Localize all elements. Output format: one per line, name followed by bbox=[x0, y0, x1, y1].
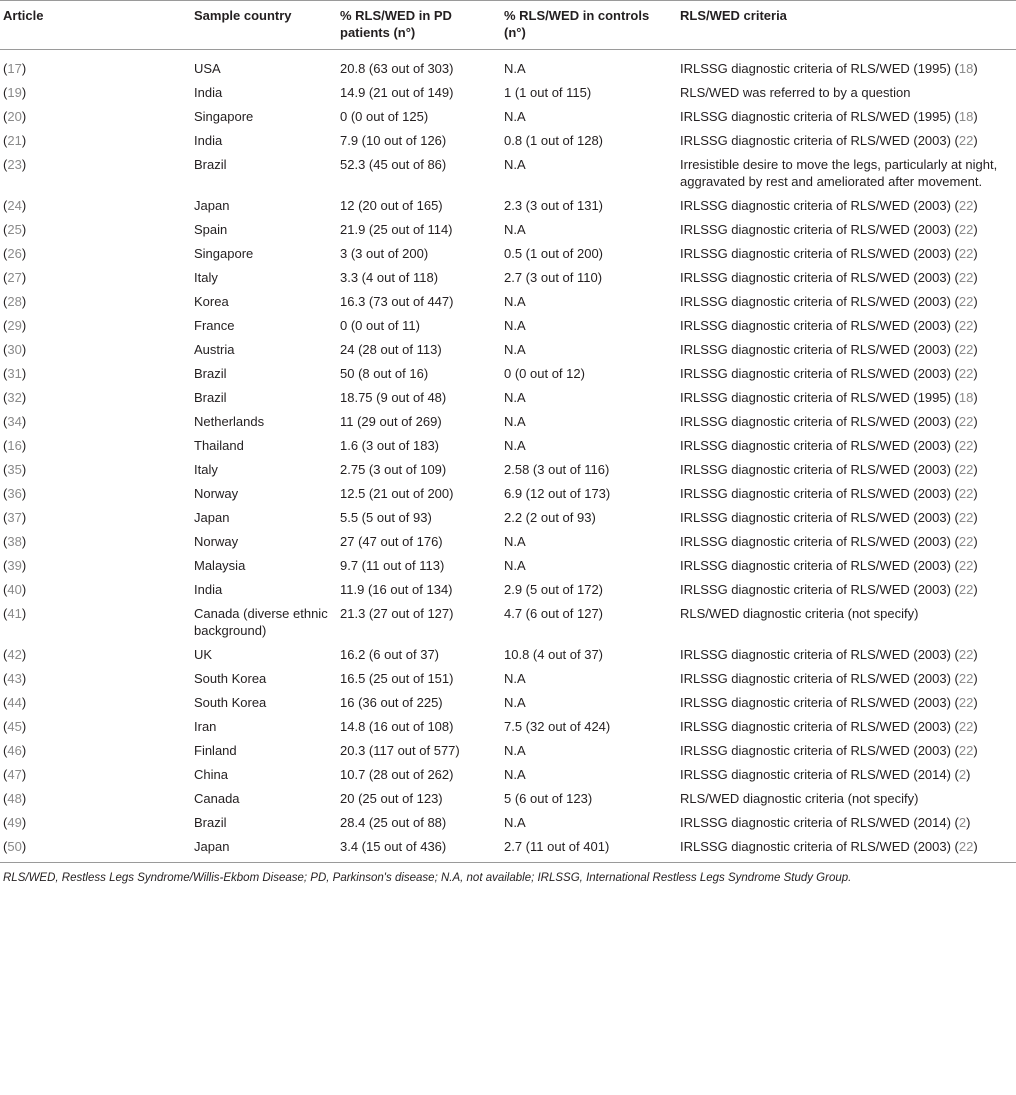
table-row bbox=[0, 602, 1016, 643]
criteria-cell: IRLSSG diagnostic criteria of RLS/WED (2003) (22) bbox=[680, 671, 978, 686]
article-reference-link[interactable]: 43 bbox=[7, 671, 22, 686]
pd-patients-cell: 11.9 (16 out of 134) bbox=[340, 582, 453, 597]
article-cell: (46) bbox=[3, 743, 27, 758]
criteria-text: IRLSSG diagnostic criteria of RLS/WED (2003) bbox=[680, 534, 951, 549]
criteria-text: IRLSSG diagnostic criteria of RLS/WED (2003) bbox=[680, 414, 951, 429]
sample-country-cell: Singapore bbox=[194, 246, 254, 261]
criteria-reference-link[interactable]: 22 bbox=[958, 671, 974, 686]
criteria-reference-link[interactable]: 22 bbox=[958, 695, 974, 710]
table-row bbox=[0, 153, 1016, 194]
criteria-text: IRLSSG diagnostic criteria of RLS/WED (1995) bbox=[680, 390, 951, 405]
sample-country-cell: UK bbox=[194, 647, 213, 662]
pd-patients-cell: 21.9 (25 out of 114) bbox=[340, 222, 453, 237]
pd-patients-cell: 0 (0 out of 11) bbox=[340, 318, 420, 333]
criteria-reference-link[interactable]: 22 bbox=[958, 438, 974, 453]
criteria-text: IRLSSG diagnostic criteria of RLS/WED (2003) bbox=[680, 839, 951, 854]
article-reference-link[interactable]: 24 bbox=[7, 198, 22, 213]
controls-cell: N.A bbox=[504, 534, 526, 549]
sample-country-cell: Brazil bbox=[194, 157, 227, 172]
table-row bbox=[0, 50, 1016, 82]
controls-cell: N.A bbox=[504, 414, 526, 429]
criteria-text: IRLSSG diagnostic criteria of RLS/WED (2003) bbox=[680, 462, 951, 477]
article-cell: (34) bbox=[3, 414, 27, 429]
table-row bbox=[0, 506, 1016, 530]
controls-cell: 10.8 (4 out of 37) bbox=[504, 647, 604, 662]
controls-cell: N.A bbox=[504, 671, 526, 686]
pd-patients-cell: 12.5 (21 out of 200) bbox=[340, 486, 454, 501]
criteria-reference-link[interactable]: 22 bbox=[958, 647, 974, 662]
criteria-cell: IRLSSG diagnostic criteria of RLS/WED (2003) (22) bbox=[680, 558, 978, 573]
article-reference-link[interactable]: 36 bbox=[7, 486, 22, 501]
header-pd-patients: % RLS/WED in PD patients (n°) bbox=[336, 1, 500, 50]
criteria-cell bbox=[676, 602, 1016, 643]
criteria-reference-link[interactable]: 22 bbox=[958, 510, 974, 525]
article-reference-link[interactable]: 39 bbox=[7, 558, 22, 573]
article-reference-link[interactable]: 38 bbox=[7, 534, 22, 549]
sample-country-cell: South Korea bbox=[194, 695, 267, 710]
pd-patients-cell: 1.6 (3 out of 183) bbox=[340, 438, 440, 453]
article-cell: (38) bbox=[3, 534, 27, 549]
criteria-cell: IRLSSG diagnostic criteria of RLS/WED (2003) (22) bbox=[680, 222, 978, 237]
table-row bbox=[0, 194, 1016, 218]
article-reference-link[interactable]: 37 bbox=[7, 510, 22, 525]
criteria-reference-link[interactable]: 22 bbox=[958, 270, 974, 285]
sample-country-cell: Thailand bbox=[194, 438, 244, 453]
pd-patients-cell: 12 (20 out of 165) bbox=[340, 198, 443, 213]
criteria-text: IRLSSG diagnostic criteria of RLS/WED (2003) bbox=[680, 558, 951, 573]
criteria-text: IRLSSG diagnostic criteria of RLS/WED (2003) bbox=[680, 743, 951, 758]
article-cell: (27) bbox=[3, 270, 27, 285]
article-reference-link[interactable]: 30 bbox=[7, 342, 22, 357]
article-cell: (45) bbox=[3, 719, 27, 734]
table-row bbox=[0, 715, 1016, 739]
criteria-reference-link[interactable]: 22 bbox=[958, 582, 974, 597]
table-row bbox=[0, 811, 1016, 835]
pd-patients-cell: 0 (0 out of 125) bbox=[340, 109, 429, 124]
criteria-text: IRLSSG diagnostic criteria of RLS/WED (2003) bbox=[680, 318, 951, 333]
table-row bbox=[0, 787, 1016, 811]
criteria-text: IRLSSG diagnostic criteria of RLS/WED (1995) bbox=[680, 109, 951, 124]
pd-patients-cell: 16 (36 out of 225) bbox=[340, 695, 443, 710]
article-cell: (44) bbox=[3, 695, 27, 710]
table-row bbox=[0, 691, 1016, 715]
article-cell: (26) bbox=[3, 246, 27, 261]
article-reference-link[interactable]: 45 bbox=[7, 719, 22, 734]
criteria-reference-link[interactable]: 22 bbox=[958, 534, 974, 549]
criteria-text: IRLSSG diagnostic criteria of RLS/WED (1995) bbox=[680, 61, 951, 76]
article-reference-link[interactable]: 16 bbox=[7, 438, 22, 453]
controls-cell: 5 (6 out of 123) bbox=[504, 791, 593, 806]
header-article: Article bbox=[0, 1, 190, 50]
article-cell: (32) bbox=[3, 390, 27, 405]
sample-country-cell: Canada bbox=[194, 791, 240, 806]
table-row bbox=[0, 482, 1016, 506]
pd-patients-cell: 3 (3 out of 200) bbox=[340, 246, 429, 261]
article-reference-link[interactable]: 27 bbox=[7, 270, 22, 285]
table-row bbox=[0, 410, 1016, 434]
criteria-reference-link[interactable]: 22 bbox=[958, 558, 974, 573]
criteria-reference-link[interactable]: 22 bbox=[958, 719, 974, 734]
criteria-text: IRLSSG diagnostic criteria of RLS/WED (2003) bbox=[680, 198, 951, 213]
table-row bbox=[0, 667, 1016, 691]
criteria-cell bbox=[676, 81, 1016, 105]
pd-patients-cell: 16.2 (6 out of 37) bbox=[340, 647, 440, 662]
sample-country-cell: Korea bbox=[194, 294, 229, 309]
criteria-reference-link[interactable]: 22 bbox=[958, 366, 974, 381]
table-row bbox=[0, 434, 1016, 458]
sample-country-cell: Brazil bbox=[194, 366, 227, 381]
controls-cell: 2.7 (11 out of 401) bbox=[500, 835, 676, 863]
table-row bbox=[0, 530, 1016, 554]
criteria-cell: IRLSSG diagnostic criteria of RLS/WED (2003) (22) bbox=[680, 743, 978, 758]
article-reference-link[interactable]: 42 bbox=[7, 647, 22, 662]
article-reference-link[interactable]: 46 bbox=[7, 743, 22, 758]
article-reference-link[interactable]: 34 bbox=[7, 414, 22, 429]
table-row bbox=[0, 338, 1016, 362]
header-criteria: RLS/WED criteria bbox=[676, 1, 1016, 50]
pd-patients-cell: 20 (25 out of 123) bbox=[340, 791, 443, 806]
article-reference-link[interactable]: 41 bbox=[7, 606, 22, 621]
table-row bbox=[0, 458, 1016, 482]
article-cell: (28) bbox=[3, 294, 27, 309]
article-reference-link[interactable]: 49 bbox=[7, 815, 22, 830]
criteria-reference-link[interactable]: 2 bbox=[958, 767, 967, 782]
article-reference-link[interactable]: 48 bbox=[7, 791, 22, 806]
pd-patients-cell: 3.3 (4 out of 118) bbox=[340, 270, 439, 285]
criteria-cell: IRLSSG diagnostic criteria of RLS/WED (1995) (18) bbox=[680, 61, 978, 76]
criteria-text: IRLSSG diagnostic criteria of RLS/WED (2003) bbox=[680, 246, 951, 261]
controls-cell: N.A bbox=[504, 695, 526, 710]
controls-cell: 0 (0 out of 12) bbox=[504, 366, 585, 381]
sample-country-cell: Netherlands bbox=[194, 414, 265, 429]
pd-patients-cell: 24 (28 out of 113) bbox=[340, 342, 442, 357]
article-cell: (20) bbox=[3, 109, 27, 124]
controls-cell: 0.5 (1 out of 200) bbox=[504, 246, 604, 261]
criteria-cell: IRLSSG diagnostic criteria of RLS/WED (2003) (22) bbox=[680, 582, 978, 597]
article-cell: (49) bbox=[3, 815, 27, 830]
article-reference-link[interactable]: 25 bbox=[7, 222, 22, 237]
article-cell: (37) bbox=[3, 510, 27, 525]
criteria-text: IRLSSG diagnostic criteria of RLS/WED (2003) bbox=[680, 294, 951, 309]
table-row bbox=[0, 105, 1016, 129]
table-row bbox=[0, 554, 1016, 578]
sample-country-cell: India bbox=[194, 133, 223, 148]
article-cell: (41) bbox=[3, 606, 27, 621]
criteria-reference-link[interactable]: 22 bbox=[958, 133, 974, 148]
criteria-text: IRLSSG diagnostic criteria of RLS/WED (2003) bbox=[680, 719, 951, 734]
table-row bbox=[0, 362, 1016, 386]
criteria-cell: IRLSSG diagnostic criteria of RLS/WED (2003) (22) bbox=[680, 133, 978, 148]
table-row bbox=[0, 835, 1016, 863]
criteria-text: RLS/WED diagnostic criteria (not specify) bbox=[680, 791, 919, 806]
pd-patients-cell: 9.7 (11 out of 113) bbox=[340, 558, 445, 573]
article-reference-link[interactable]: 26 bbox=[7, 246, 22, 261]
table-row bbox=[0, 266, 1016, 290]
criteria-text: IRLSSG diagnostic criteria of RLS/WED (2003) bbox=[680, 222, 951, 237]
pd-patients-cell: 20.3 (117 out of 577) bbox=[340, 743, 460, 758]
pd-patients-cell: 10.7 (28 out of 262) bbox=[340, 767, 454, 782]
controls-cell: N.A bbox=[504, 294, 526, 309]
sample-country-cell: Japan bbox=[190, 835, 336, 863]
pd-patients-cell: 11 (29 out of 269) bbox=[340, 414, 442, 429]
article-cell: (16) bbox=[3, 438, 27, 453]
table-row bbox=[0, 218, 1016, 242]
pd-patients-cell: 7.9 (10 out of 126) bbox=[340, 133, 447, 148]
criteria-cell: IRLSSG diagnostic criteria of RLS/WED (2003) (22) bbox=[680, 438, 978, 453]
table-row bbox=[0, 129, 1016, 153]
criteria-reference-link[interactable]: 18 bbox=[958, 390, 974, 405]
criteria-reference-link[interactable]: 22 bbox=[958, 198, 974, 213]
controls-cell: N.A bbox=[504, 390, 526, 405]
pd-patients-cell: 16.3 (73 out of 447) bbox=[340, 294, 454, 309]
criteria-text: IRLSSG diagnostic criteria of RLS/WED (2003) bbox=[680, 366, 951, 381]
article-cell: (47) bbox=[3, 767, 27, 782]
sample-country-cell: Malaysia bbox=[194, 558, 246, 573]
pd-patients-cell: 21.3 (27 out of 127) bbox=[340, 606, 454, 621]
article-cell: (50) bbox=[0, 835, 190, 863]
article-reference-link[interactable]: 44 bbox=[7, 695, 22, 710]
sample-country-cell: Japan bbox=[194, 198, 230, 213]
controls-cell: N.A bbox=[504, 438, 526, 453]
criteria-text: RLS/WED was referred to by a question bbox=[680, 85, 911, 100]
article-cell: (25) bbox=[3, 222, 27, 237]
criteria-cell: IRLSSG diagnostic criteria of RLS/WED (2003) (22) bbox=[676, 835, 1016, 863]
table-row bbox=[0, 242, 1016, 266]
controls-cell: N.A bbox=[504, 815, 526, 830]
pd-patients-cell: 28.4 (25 out of 88) bbox=[340, 815, 447, 830]
table-row bbox=[0, 314, 1016, 338]
article-cell: (43) bbox=[3, 671, 27, 686]
controls-cell: 2.3 (3 out of 131) bbox=[504, 198, 604, 213]
article-cell: (42) bbox=[3, 647, 27, 662]
criteria-cell: IRLSSG diagnostic criteria of RLS/WED (2003) (22) bbox=[680, 647, 978, 662]
criteria-text: RLS/WED diagnostic criteria (not specify) bbox=[680, 606, 919, 621]
pd-patients-cell: 2.75 (3 out of 109) bbox=[340, 462, 447, 477]
sample-country-cell: India bbox=[194, 582, 223, 597]
article-cell: (24) bbox=[3, 198, 27, 213]
article-reference-link[interactable]: 20 bbox=[7, 109, 22, 124]
controls-cell: N.A bbox=[504, 558, 526, 573]
criteria-reference-link[interactable]: 22 bbox=[958, 486, 974, 501]
criteria-cell: IRLSSG diagnostic criteria of RLS/WED (2003) (22) bbox=[680, 695, 978, 710]
article-cell: (23) bbox=[3, 157, 27, 172]
criteria-cell: IRLSSG diagnostic criteria of RLS/WED (2003) (22) bbox=[680, 414, 978, 429]
criteria-cell: IRLSSG diagnostic criteria of RLS/WED (2003) (22) bbox=[680, 534, 978, 549]
article-reference-link[interactable]: 35 bbox=[7, 462, 22, 477]
pd-patients-cell: 27 (47 out of 176) bbox=[340, 534, 443, 549]
criteria-reference-link[interactable]: 22 bbox=[958, 294, 974, 309]
pd-patients-cell: 14.8 (16 out of 108) bbox=[340, 719, 454, 734]
article-reference-link[interactable]: 50 bbox=[7, 839, 22, 854]
sample-country-cell: Brazil bbox=[194, 390, 227, 405]
controls-cell: N.A bbox=[504, 767, 526, 782]
sample-country-cell: Italy bbox=[194, 270, 218, 285]
table-footnote: RLS/WED, Restless Legs Syndrome/Willis-Ekbom Disease; PD, Parkinson's disease; N.A, not available; IRLSSG, International Restless Legs Syndrome Study Group. bbox=[3, 872, 852, 884]
criteria-reference-link[interactable]: 22 bbox=[958, 414, 974, 429]
criteria-cell: IRLSSG diagnostic criteria of RLS/WED (1995) (18) bbox=[680, 109, 978, 124]
table-row bbox=[0, 763, 1016, 787]
controls-cell: N.A bbox=[504, 61, 526, 76]
criteria-cell: IRLSSG diagnostic criteria of RLS/WED (2003) (22) bbox=[680, 486, 978, 501]
controls-cell: 0.8 (1 out of 128) bbox=[504, 133, 604, 148]
criteria-cell: IRLSSG diagnostic criteria of RLS/WED (2003) (22) bbox=[680, 342, 978, 357]
article-reference-link[interactable]: 40 bbox=[7, 582, 22, 597]
controls-cell: 7.5 (32 out of 424) bbox=[504, 719, 611, 734]
sample-country-cell: Iran bbox=[194, 719, 217, 734]
article-cell: (21) bbox=[3, 133, 27, 148]
article-reference-link[interactable]: 21 bbox=[7, 133, 22, 148]
sample-country-cell: China bbox=[194, 767, 228, 782]
criteria-text: IRLSSG diagnostic criteria of RLS/WED (2014) bbox=[680, 767, 951, 782]
article-cell: (35) bbox=[3, 462, 27, 477]
criteria-cell: IRLSSG diagnostic criteria of RLS/WED (2003) (22) bbox=[680, 510, 978, 525]
pd-patients-cell: 16.5 (25 out of 151) bbox=[340, 671, 454, 686]
criteria-cell: IRLSSG diagnostic criteria of RLS/WED (2003) (22) bbox=[680, 270, 978, 285]
sample-country-cell: Spain bbox=[194, 222, 228, 237]
criteria-cell: IRLSSG diagnostic criteria of RLS/WED (2003) (22) bbox=[680, 462, 978, 477]
table-body bbox=[0, 50, 1016, 863]
table-row bbox=[0, 739, 1016, 763]
sample-country-cell: Japan bbox=[194, 510, 230, 525]
criteria-cell bbox=[676, 153, 1016, 194]
sample-country-cell: France bbox=[194, 318, 235, 333]
header-controls: % RLS/WED in controls (n°) bbox=[500, 1, 676, 50]
header-row bbox=[0, 1, 1016, 50]
article-reference-link[interactable]: 31 bbox=[7, 366, 22, 381]
article-cell: (31) bbox=[3, 366, 27, 381]
criteria-reference-link[interactable]: 22 bbox=[958, 246, 974, 261]
controls-cell: 2.7 (3 out of 110) bbox=[504, 270, 603, 285]
table-row bbox=[0, 386, 1016, 410]
criteria-text: IRLSSG diagnostic criteria of RLS/WED (2003) bbox=[680, 510, 951, 525]
pd-patients-cell: 14.9 (21 out of 149) bbox=[340, 85, 454, 100]
pd-patients-cell: 20.8 (63 out of 303) bbox=[340, 61, 454, 76]
controls-cell: 2.58 (3 out of 116) bbox=[504, 462, 610, 477]
article-reference-link[interactable]: 19 bbox=[7, 85, 22, 100]
article-reference-link[interactable]: 23 bbox=[7, 157, 22, 172]
controls-cell: 6.9 (12 out of 173) bbox=[504, 486, 611, 501]
header-sample-country: Sample country bbox=[190, 1, 336, 50]
table-row bbox=[0, 578, 1016, 602]
article-cell: (30) bbox=[3, 342, 27, 357]
criteria-reference-link[interactable]: 22 bbox=[958, 342, 974, 357]
article-cell: (19) bbox=[3, 85, 27, 100]
article-reference-link[interactable]: 32 bbox=[7, 390, 22, 405]
criteria-cell: IRLSSG diagnostic criteria of RLS/WED (2003) (22) bbox=[680, 719, 978, 734]
criteria-reference-link[interactable]: 18 bbox=[958, 61, 974, 76]
criteria-cell: IRLSSG diagnostic criteria of RLS/WED (2014) (2) bbox=[680, 815, 971, 830]
table-row bbox=[0, 290, 1016, 314]
article-cell: (36) bbox=[3, 486, 27, 501]
criteria-text: IRLSSG diagnostic criteria of RLS/WED (2003) bbox=[680, 695, 951, 710]
criteria-reference-link[interactable]: 2 bbox=[958, 815, 967, 830]
sample-country-cell: South Korea bbox=[194, 671, 267, 686]
criteria-cell: IRLSSG diagnostic criteria of RLS/WED (2003) (22) bbox=[680, 198, 978, 213]
controls-cell: 4.7 (6 out of 127) bbox=[504, 606, 604, 621]
criteria-text: IRLSSG diagnostic criteria of RLS/WED (2003) bbox=[680, 438, 951, 453]
criteria-cell: IRLSSG diagnostic criteria of RLS/WED (2003) (22) bbox=[680, 318, 978, 333]
pd-patients-cell: 52.3 (45 out of 86) bbox=[340, 157, 447, 172]
table-row bbox=[0, 643, 1016, 667]
pd-patients-cell: 5.5 (5 out of 93) bbox=[340, 510, 432, 525]
criteria-cell: IRLSSG diagnostic criteria of RLS/WED (2003) (22) bbox=[680, 246, 978, 261]
sample-country-cell: Norway bbox=[194, 486, 239, 501]
criteria-text: IRLSSG diagnostic criteria of RLS/WED (2003) bbox=[680, 582, 951, 597]
criteria-cell: IRLSSG diagnostic criteria of RLS/WED (2003) (22) bbox=[680, 294, 978, 309]
criteria-reference-link[interactable]: 22 bbox=[958, 743, 974, 758]
article-cell: (29) bbox=[3, 318, 27, 333]
controls-cell: N.A bbox=[504, 109, 526, 124]
criteria-reference-link[interactable]: 22 bbox=[958, 839, 974, 854]
criteria-reference-link[interactable]: 18 bbox=[958, 109, 974, 124]
controls-cell: 2.9 (5 out of 172) bbox=[504, 582, 604, 597]
criteria-reference-link[interactable]: 22 bbox=[958, 462, 974, 477]
criteria-cell: IRLSSG diagnostic criteria of RLS/WED (2014) (2) bbox=[680, 767, 971, 782]
criteria-reference-link[interactable]: 22 bbox=[958, 318, 974, 333]
article-cell: (17) bbox=[3, 61, 27, 76]
article-reference-link[interactable]: 29 bbox=[7, 318, 22, 333]
article-reference-link[interactable]: 28 bbox=[7, 294, 22, 309]
article-reference-link[interactable]: 47 bbox=[7, 767, 22, 782]
pd-patients-cell: 3.4 (15 out of 436) bbox=[336, 835, 500, 863]
criteria-cell bbox=[676, 787, 1016, 811]
controls-cell: 1 (1 out of 115) bbox=[504, 85, 592, 100]
controls-cell: N.A bbox=[504, 157, 526, 172]
sample-country-cell: Italy bbox=[194, 462, 218, 477]
article-cell: (39) bbox=[3, 558, 27, 573]
sample-country-cell: Brazil bbox=[194, 815, 227, 830]
criteria-reference-link[interactable]: 22 bbox=[958, 222, 974, 237]
controls-cell: N.A bbox=[504, 743, 526, 758]
criteria-text: IRLSSG diagnostic criteria of RLS/WED (2003) bbox=[680, 342, 951, 357]
criteria-text: IRLSSG diagnostic criteria of RLS/WED (2003) bbox=[680, 270, 951, 285]
sample-country-cell: Canada (diverse ethnic background) bbox=[194, 606, 328, 638]
sample-country-cell: Singapore bbox=[194, 109, 254, 124]
criteria-cell: IRLSSG diagnostic criteria of RLS/WED (2003) (22) bbox=[680, 366, 978, 381]
sample-country-cell: USA bbox=[194, 61, 221, 76]
criteria-text: Irresistible desire to move the legs, particularly at night, aggravated by rest and ameliorated after movement. bbox=[680, 157, 998, 189]
article-reference-link[interactable]: 17 bbox=[7, 61, 22, 76]
controls-cell: N.A bbox=[504, 342, 526, 357]
article-cell: (40) bbox=[3, 582, 27, 597]
pd-patients-cell: 18.75 (9 out of 48) bbox=[340, 390, 447, 405]
pd-patients-cell: 50 (8 out of 16) bbox=[340, 366, 429, 381]
sample-country-cell: Austria bbox=[194, 342, 235, 357]
table-row bbox=[0, 81, 1016, 105]
sample-country-cell: Norway bbox=[194, 534, 239, 549]
criteria-text: IRLSSG diagnostic criteria of RLS/WED (2014) bbox=[680, 815, 951, 830]
criteria-text: IRLSSG diagnostic criteria of RLS/WED (2003) bbox=[680, 647, 951, 662]
sample-country-cell: Finland bbox=[194, 743, 237, 758]
criteria-text: IRLSSG diagnostic criteria of RLS/WED (2003) bbox=[680, 671, 951, 686]
criteria-text: IRLSSG diagnostic criteria of RLS/WED (2003) bbox=[680, 133, 951, 148]
criteria-cell: IRLSSG diagnostic criteria of RLS/WED (1995) (18) bbox=[680, 390, 978, 405]
criteria-text: IRLSSG diagnostic criteria of RLS/WED (2003) bbox=[680, 486, 951, 501]
sample-country-cell: India bbox=[194, 85, 223, 100]
controls-cell: N.A bbox=[504, 318, 526, 333]
controls-cell: N.A bbox=[504, 222, 526, 237]
article-cell: (48) bbox=[3, 791, 27, 806]
controls-cell: 2.2 (2 out of 93) bbox=[504, 510, 596, 525]
